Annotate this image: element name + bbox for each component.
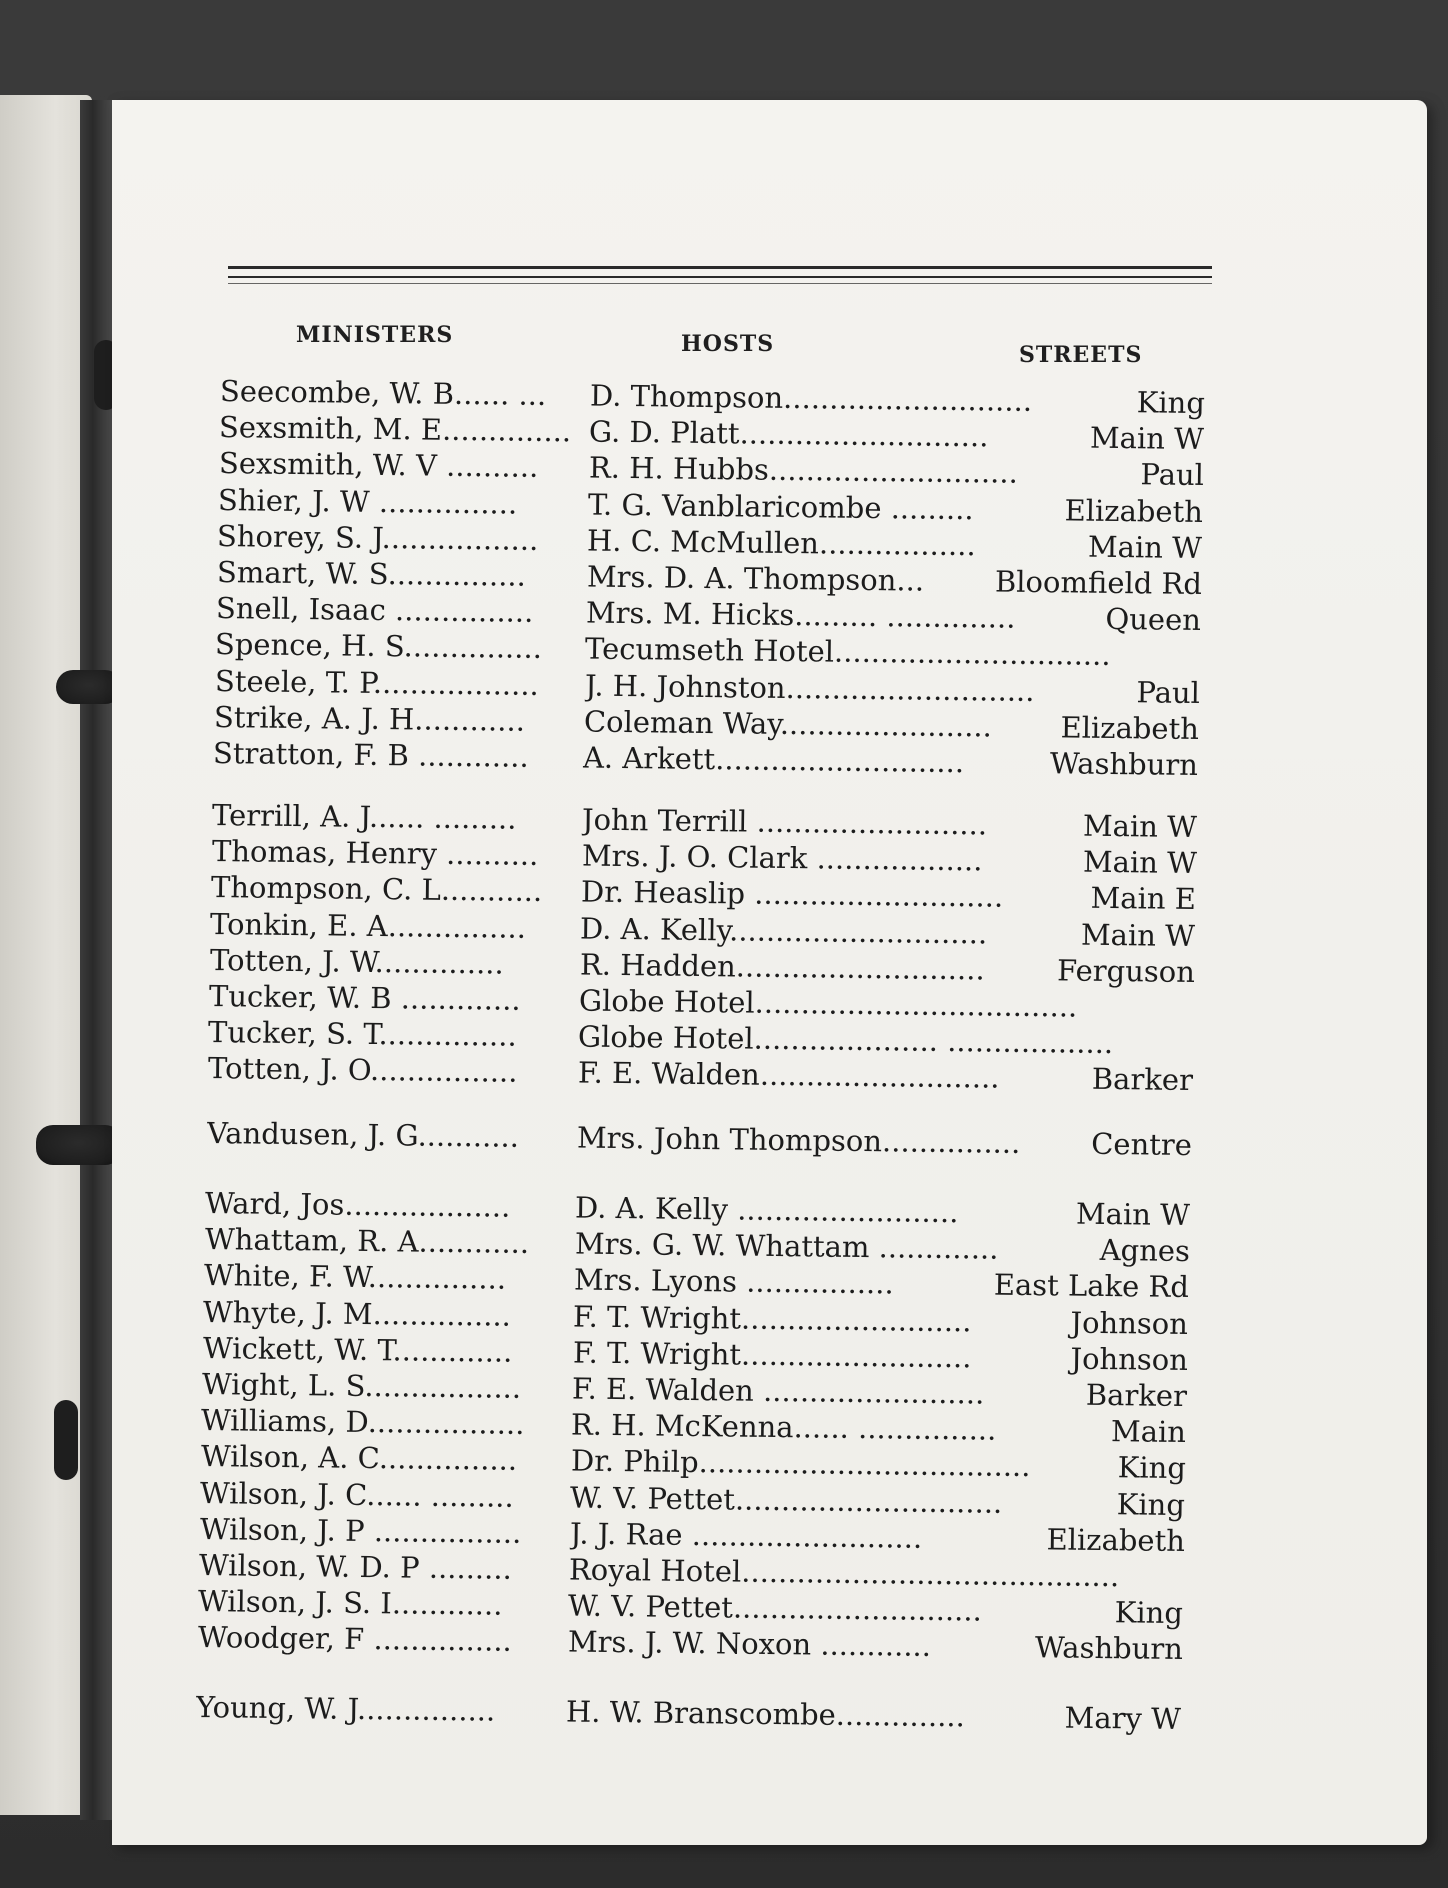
street-name: King <box>1114 1595 1184 1631</box>
minister-name: White, F. W............... <box>203 1258 507 1297</box>
street-name: Queen <box>1105 602 1202 638</box>
street-name: Main W <box>1082 844 1197 881</box>
minister-name: Shier, J. W ............... <box>217 482 518 521</box>
host-name: F. T. Wright......................... <box>573 1299 973 1338</box>
street-name: King <box>1117 1450 1186 1486</box>
host-name: J. J. Rae ......................... <box>569 1516 922 1555</box>
street-name: Elizabeth <box>1045 1522 1185 1558</box>
minister-name: Tucker, S. T............... <box>208 1015 518 1053</box>
street-name: Barker <box>1091 1062 1193 1098</box>
minister-name: Young, W. J............... <box>196 1690 496 1728</box>
minister-name: Smart, W. S............... <box>216 555 526 593</box>
host-name: R. H. Hubbs........................... <box>588 450 1018 491</box>
minister-name: Steele, T. P.................. <box>214 663 539 702</box>
host-name: A. Arkett........................... <box>583 740 965 780</box>
host-name: H. W. Branscombe.............. <box>566 1694 966 1734</box>
column-header-hosts: HOSTS <box>681 331 775 357</box>
minister-name: Totten, J. O................ <box>207 1051 518 1090</box>
host-name: D. Thompson........................... <box>589 378 1033 418</box>
street-name: Paul <box>1139 457 1204 493</box>
street-name: Johnson <box>1070 1305 1189 1341</box>
host-name: D. A. Kelly............................ <box>580 911 988 951</box>
minister-name: Wilson, W. D. P ......... <box>198 1548 512 1586</box>
host-name: W. V. Pettet........................... <box>567 1588 983 1628</box>
minister-name: Williams, D................. <box>201 1403 526 1442</box>
list-item <box>206 1115 1191 1163</box>
street-name: Main E <box>1090 881 1197 917</box>
host-name: R. H. McKenna...... ............... <box>571 1407 998 1447</box>
minister-name: Snell, Isaac ............... <box>215 591 534 630</box>
list-item <box>196 1689 1181 1737</box>
minister-name: Wilson, J. C...... ......... <box>199 1475 515 1514</box>
street-name: East Lake Rd <box>993 1268 1190 1305</box>
host-name: Mrs. John Thompson............... <box>576 1120 1021 1160</box>
host-name: Mrs. M. Hicks......... .............. <box>585 595 1016 635</box>
minister-name: Seecombe, W. B...... ... <box>219 374 547 412</box>
street-name: Mary W <box>1064 1700 1182 1737</box>
street-name: Ferguson <box>1056 953 1195 989</box>
street-name: Paul <box>1136 674 1200 710</box>
minister-name: Strike, A. J. H............ <box>213 699 526 738</box>
host-name: D. A. Kelly ........................ <box>575 1190 960 1230</box>
minister-name: Wilson, J. S. I............ <box>197 1584 503 1622</box>
minister-name: Stratton, F. B ............ <box>213 736 530 774</box>
host-name: Mrs. D. A. Thompson... <box>586 559 925 598</box>
minister-name: Totten, J. W.............. <box>209 942 504 981</box>
street-name: Johnson <box>1070 1341 1188 1377</box>
host-name: Coleman Way....................... <box>583 704 993 744</box>
minister-name: Whattam, R. A............ <box>204 1222 530 1261</box>
street-name: Main W <box>1088 529 1203 565</box>
host-name: R. Hadden........................... <box>579 947 985 987</box>
street-name: Elizabeth <box>1064 492 1204 529</box>
host-name: Mrs. J. O. Clark .................. <box>581 838 983 878</box>
street-name: Main W <box>1083 808 1198 845</box>
minister-name: Tucker, W. B ............. <box>208 979 521 1017</box>
street-name: Barker <box>1085 1377 1188 1414</box>
minister-name: Wilson, J. P ................ <box>199 1511 522 1550</box>
minister-name: Shorey, S. J................. <box>217 518 539 557</box>
minister-name: Sexsmith, M. E.............. <box>219 410 572 449</box>
column-header-streets: STREETS <box>1019 342 1143 368</box>
street-name: Main W <box>1090 420 1205 457</box>
street-name: Main W <box>1076 1196 1191 1233</box>
minister-name: Wickett, W. T............. <box>202 1330 513 1369</box>
minister-name: Tonkin, E. A............... <box>210 906 527 945</box>
host-name: Royal Hotel......................................... <box>568 1552 1120 1594</box>
host-name: Tecumseth Hotel.............................. <box>585 631 1112 673</box>
minister-name: Wight, L. S................. <box>201 1367 522 1405</box>
street-name: Main W <box>1081 917 1196 953</box>
street-name: Centre <box>1090 1126 1192 1163</box>
minister-name: Ward, Jos.................. <box>205 1186 511 1224</box>
minister-name: Thompson, C. L........... <box>210 870 543 909</box>
column-header-ministers: MINISTERS <box>296 322 454 348</box>
host-name: John Terrill ......................... <box>582 802 988 842</box>
street-name: Bloomfield Rd <box>994 564 1202 602</box>
host-name: F. E. Walden.......................... <box>577 1055 1000 1096</box>
host-name: Mrs. Lyons ................ <box>573 1262 894 1301</box>
minister-name: Thomas, Henry .......... <box>211 834 539 873</box>
street-name: Washburn <box>1034 1630 1183 1667</box>
host-name: H. C. McMullen................. <box>587 523 977 563</box>
street-name: Agnes <box>1099 1233 1190 1269</box>
host-name: Globe Hotel................................... <box>578 983 1078 1024</box>
street-name: Elizabeth <box>1060 710 1200 746</box>
minister-name: Whyte, J. M............... <box>203 1294 512 1333</box>
host-name: G. D. Platt........................... <box>589 414 990 454</box>
host-name: J. H. Johnston........................... <box>584 668 1035 708</box>
minister-name: Sexsmith, W. V .......... <box>218 446 539 485</box>
host-name: Mrs. G. W. Whattam ............. <box>574 1226 999 1266</box>
host-name: Dr. Heaslip ........................... <box>580 874 1004 915</box>
host-name: F. T. Wright......................... <box>572 1335 972 1375</box>
host-name: F. E. Walden ........................ <box>571 1371 985 1411</box>
host-name: W. V. Pettet............................. <box>569 1480 1003 1520</box>
host-name: Globe Hotel.................... .................. <box>578 1019 1114 1061</box>
minister-name: Woodger, F ............... <box>197 1620 512 1659</box>
host-name: Dr. Philp.................................... <box>570 1443 1031 1484</box>
street-name: Washburn <box>1050 746 1199 783</box>
minister-name: Wilson, A. C............... <box>200 1439 518 1478</box>
minister-name: Spence, H. S............... <box>215 627 543 666</box>
minister-name: Terrill, A. J...... ......... <box>212 798 518 836</box>
host-name: T. G. Vanblaricombe ......... <box>587 487 974 526</box>
street-name: King <box>1116 1486 1186 1522</box>
host-name: Mrs. J. W. Noxon ............ <box>567 1624 931 1664</box>
street-name: King <box>1136 385 1206 421</box>
minister-name: Vandusen, J. G........... <box>206 1116 519 1154</box>
street-name: Main <box>1111 1414 1187 1450</box>
